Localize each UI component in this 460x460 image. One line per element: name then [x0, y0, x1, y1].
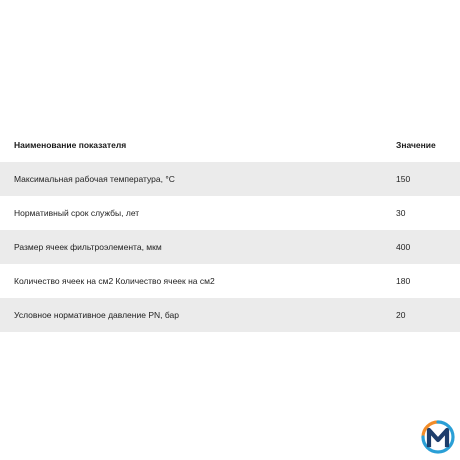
table-row: [0, 196, 460, 230]
table-row: [0, 298, 460, 332]
row-name: Нормативный срок службы, лет: [14, 208, 140, 218]
row-name: Максимальная рабочая температура, °С: [14, 174, 175, 184]
m-logo-svg: [421, 420, 455, 454]
row-value: 20: [396, 310, 406, 320]
spec-table: [0, 128, 460, 332]
table-row: [0, 264, 460, 298]
m-logo-icon: [421, 420, 455, 454]
row-value: 180: [396, 276, 411, 286]
row-name: Размер ячеек фильтроэлемента, мкм: [14, 242, 162, 252]
row-value: 400: [396, 242, 411, 252]
header-value: Значение: [396, 140, 436, 150]
row-name: Количество ячеек на см2 Количество ячеек на см2: [14, 276, 215, 286]
row-name: Условное нормативное давление PN, бар: [14, 310, 179, 320]
spec-table-header: [0, 128, 460, 162]
row-value: 30: [396, 208, 406, 218]
table-row: [0, 230, 460, 264]
table-row: [0, 162, 460, 196]
logo-letter-m: [429, 430, 447, 445]
header-name: Наименование показателя: [14, 140, 127, 150]
row-value: 150: [396, 174, 411, 184]
